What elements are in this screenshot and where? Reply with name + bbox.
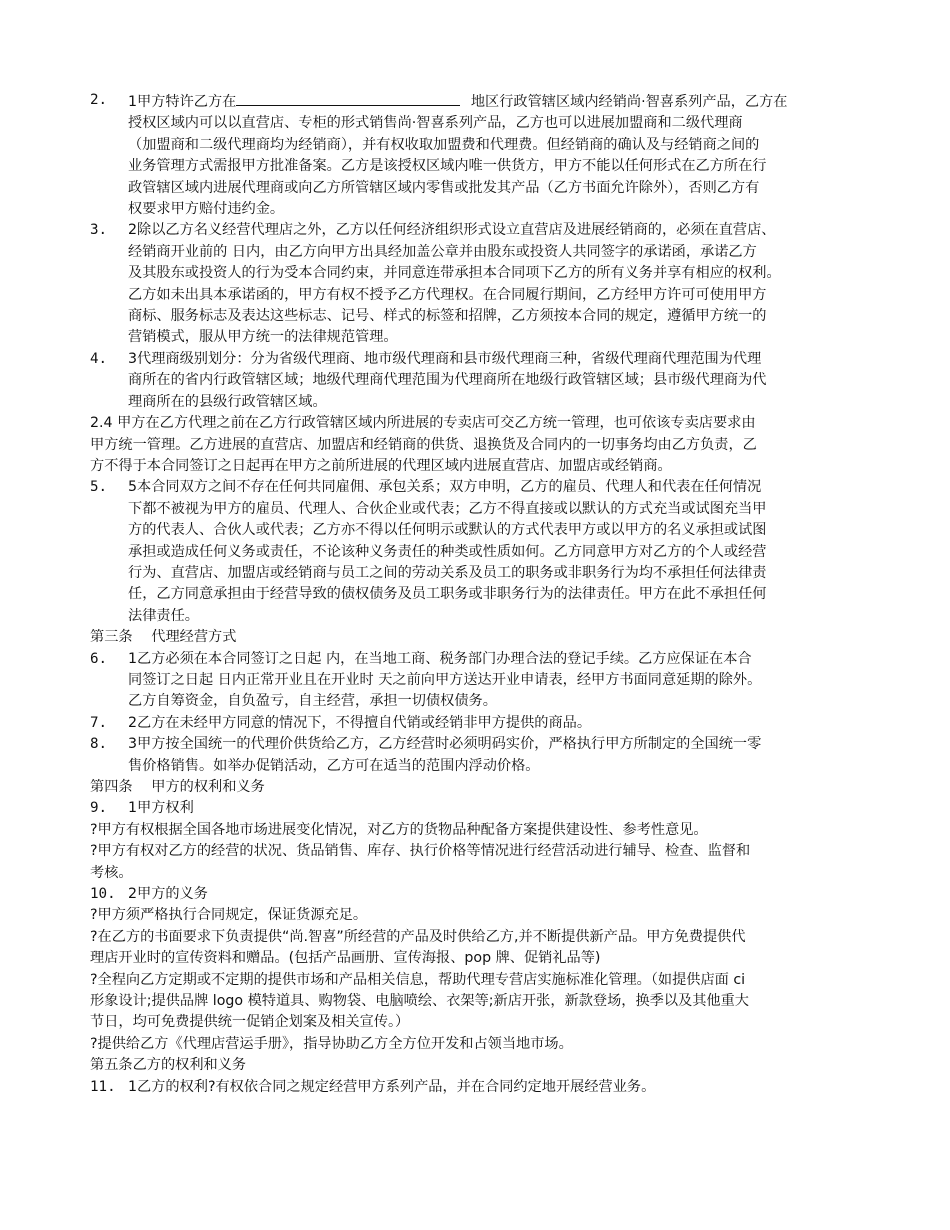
numbered-clause — [90, 734, 870, 777]
duties-line: 形象设计;提供品牌 logo 模特道具、购物袋、电脑喷绘、衣架等;新店开张，新款登场，换季以及其他重大 — [90, 993, 749, 1010]
clause-line — [128, 392, 870, 413]
clause-text: 1甲方权利 — [128, 800, 194, 817]
clause-text: 1甲方特许乙方在 — [128, 94, 237, 110]
contract-page — [90, 90, 870, 1098]
clause-line — [128, 477, 870, 498]
clause-text: 商所在的省内行政管辖区域；地级代理商代理范围为代理商所在地级行政管辖区域；县市级代理商为代 — [128, 372, 767, 389]
clause-number: 5. — [90, 479, 108, 496]
clause-line — [128, 349, 870, 370]
clause-text: 权要求甲方赔付违约金。 — [128, 201, 285, 218]
clause-line — [128, 584, 870, 605]
clause-text: 商标、服务标志及表达这些标志、记号、样式的标签和招牌，乙方须按本合同的规定，遵循甲方统一的 — [128, 308, 767, 325]
clause-line — [128, 499, 870, 520]
clause-line — [128, 135, 870, 156]
duties-line: ?甲方须严格执行合同规定，保证货源充足。 — [90, 907, 368, 924]
clause-line — [128, 734, 870, 755]
clause-line — [128, 242, 870, 263]
clause-line — [128, 520, 870, 541]
clause-line — [128, 691, 870, 712]
clause-text: 授权区域内可以以直营店、专柜的形式销售尚·智喜系列产品，乙方也可以进展加盟商和二级代理商 — [128, 115, 743, 132]
section-heading: 第五条乙方的权利和义务 — [90, 1057, 247, 1074]
clause-line — [128, 542, 870, 563]
clause-text: 政管辖区域内进展代理商或向乙方所管辖区域内零售或批发其产品（乙方书面允许除外），否则乙方有 — [128, 179, 760, 196]
clause-line — [128, 90, 870, 113]
numbered-clause — [90, 649, 870, 713]
clause-text: 理商所在的县级行政管辖区域。 — [128, 393, 327, 410]
clause-text: 方的代表人、合伙人或代表；乙方亦不得以任何明示或默认的方式代表甲方或以甲方的名义承担或试图 — [128, 522, 767, 539]
clause-number: 9. — [90, 800, 108, 817]
clause-line — [128, 306, 870, 327]
clause-text: 业务管理方式需报甲方批准备案。乙方是该授权区域内唯一供货方，甲方不能以任何形式在乙方所在行 — [128, 158, 767, 175]
clause-text: 3代理商级别划分：分为省级代理商、地市级代理商和县市级代理商三种，省级代理商代理范围为代理 — [128, 350, 762, 367]
clause-line — [128, 756, 870, 777]
clause-number: 7. — [90, 714, 108, 731]
clause-text: 经销商开业前的 日内，由乙方向甲方出具经加盖公章并由股东或投资人共同签字的承诺函，承诺乙方 — [128, 243, 757, 260]
fill-in-blank — [236, 90, 460, 106]
clause-line — [128, 370, 870, 391]
clause-line — [128, 606, 870, 627]
clause-line — [128, 178, 870, 199]
clause-text: 行为、直营店、加盟店或经销商与员工之间的劳动关系及员工的职务或非职务行为均不承担任何法律责 — [128, 564, 767, 581]
rights-line: ?甲方有权根据全国各地市场进展变化情况，对乙方的货物品种配备方案提供建设性、参考性意见。 — [90, 821, 708, 838]
duties-line: 节日，均可免费提供统一促销企划案及相关宣传。） — [90, 1014, 410, 1031]
clause-text: 5本合同双方之间不存在任何共同雇佣、承包关系；双方申明，乙方的雇员、代理人和代表在任何情况 — [128, 479, 762, 496]
clause-number: 3. — [90, 222, 108, 239]
clause-text: 任，乙方同意承担由于经营导致的债权债务及员工职务或非职务行为的法律责任。甲方在此不承担任何 — [128, 586, 767, 603]
clause-line — [128, 563, 870, 584]
clause-text: 乙方自筹资金，自负盈亏，自主经营，承担一切债权债务。 — [128, 693, 497, 710]
numbered-clause — [90, 1077, 870, 1098]
numbered-clause — [90, 349, 870, 413]
clause-number: 2. — [90, 92, 108, 108]
clause-number: 10. — [90, 886, 116, 903]
numbered-clause — [90, 884, 870, 905]
clause-text: 3甲方按全国统一的代理价供货给乙方，乙方经营时必须明码实价，严格执行甲方所制定的全国统一零 — [128, 736, 762, 753]
clause-text: 2甲方的义务 — [128, 886, 208, 903]
duties-line: 理店开业时的宣传资料和赠品。(包括产品画册、宣传海报、pop 牌、促销礼品等) — [90, 950, 601, 967]
section-heading: 第三条 代理经营方式 — [90, 629, 237, 646]
clause-text: 地区行政管辖区域内经销尚·智喜系列产品，乙方在 — [466, 94, 788, 110]
paragraph-2-4: 方不得于本合同签订之日起再在甲方之前所进展的代理区域内进展直营店、加盟店或经销商。 — [90, 457, 672, 474]
clause-line — [128, 649, 870, 670]
paragraph-2-4: 2.4 甲方在乙方代理之前在乙方行政管辖区域内所进展的专卖店可交乙方统一管理，也可依该专卖店要求由 — [90, 415, 756, 432]
clause-text: （加盟商和二级代理商均为经销商），并有权收取加盟费和代理费。但经销商的确认及与经销商之间的 — [128, 136, 760, 153]
duties-line: ?在乙方的书面要求下负责提供“尚.智喜”所经营的产品及时供给乙方,并不断提供新产品。甲方免费提供代 — [90, 928, 746, 945]
clause-line — [128, 199, 870, 220]
clause-line — [128, 670, 870, 691]
clause-line — [128, 220, 870, 241]
clause-text: 1乙方的权利?有权依合同之规定经营甲方系列产品，并在合同约定地开展经营业务。 — [128, 1078, 656, 1095]
clause-line — [128, 713, 870, 734]
clause-text: 下都不被视为甲方的雇员、代理人、合伙企业或代表；乙方不得直接或以默认的方式充当或试图充当甲 — [128, 500, 767, 517]
clause-line — [128, 327, 870, 348]
duties-line: ?全程向乙方定期或不定期的提供市场和产品相关信息，帮助代理专营店实施标准化管理。（如提供店面 ci — [90, 971, 746, 988]
clause-text: 售价格销售。如举办促销活动，乙方可在适当的范围内浮动价格。 — [128, 757, 540, 774]
numbered-clause — [90, 798, 870, 819]
numbered-clause — [90, 477, 870, 627]
clause-line — [128, 263, 870, 284]
clause-text: 营销模式，服从甲方统一的法律规范管理。 — [128, 329, 398, 346]
numbered-clause — [90, 220, 870, 348]
clause-text: 2除以乙方名义经营代理店之外，乙方以任何经济组织形式设立直营店及进展经销商的，必须在直营店、 — [128, 222, 776, 239]
clause-text: 乙方如未出具本承诺函的，甲方有权不授予乙方代理权。在合同履行期间，乙方经甲方许可可使用甲方 — [128, 286, 767, 303]
clause-number: 8. — [90, 736, 108, 753]
numbered-clause — [90, 90, 870, 220]
clause-number: 6. — [90, 650, 108, 667]
paragraph-2-4: 甲方统一管理。乙方进展的直营店、加盟店和经销商的供货、退换货及合同内的一切事务均由乙方负责，乙 — [90, 436, 757, 453]
clause-text: 1乙方必须在本合同签订之日起 内，在当地工商、税务部门办理合法的登记手续。乙方应保证在本合 — [128, 650, 752, 667]
clause-text: 及其股东或投资人的行为受本合同约束，并同意连带承担本合同项下乙方的所有义务并享有相应的权利。 — [128, 265, 781, 282]
clause-number: 11. — [90, 1078, 116, 1095]
clause-text: 同签订之日起 日内正常开业且在开业时 天之前向甲方送达开业申请表，经甲方书面同意延期的除外。 — [128, 671, 762, 688]
rights-line: ?甲方有权对乙方的经营的状况、货品销售、库存、执行价格等情况进行经营活动进行辅导、检查、监督和 — [90, 843, 751, 860]
rights-line: 考核。 — [90, 864, 133, 881]
clause-text: 2乙方在未经甲方同意的情况下，不得擅自代销或经销非甲方提供的商品。 — [128, 714, 592, 731]
clause-line — [128, 113, 870, 134]
clause-line — [128, 156, 870, 177]
clause-number: 4. — [90, 350, 108, 367]
section-heading: 第四条 甲方的权利和义务 — [90, 779, 265, 795]
numbered-clause — [90, 713, 870, 734]
clause-line — [128, 285, 870, 306]
duties-line: ?提供给乙方《代理店营运手册》，指导协助乙方全方位开发和占领当地市场。 — [90, 1035, 573, 1052]
clause-text: 承担或造成任何义务或责任，不论该种义务责任的种类或性质如何。乙方同意甲方对乙方的个人或经营 — [128, 543, 767, 560]
clause-text: 法律责任。 — [128, 607, 199, 624]
